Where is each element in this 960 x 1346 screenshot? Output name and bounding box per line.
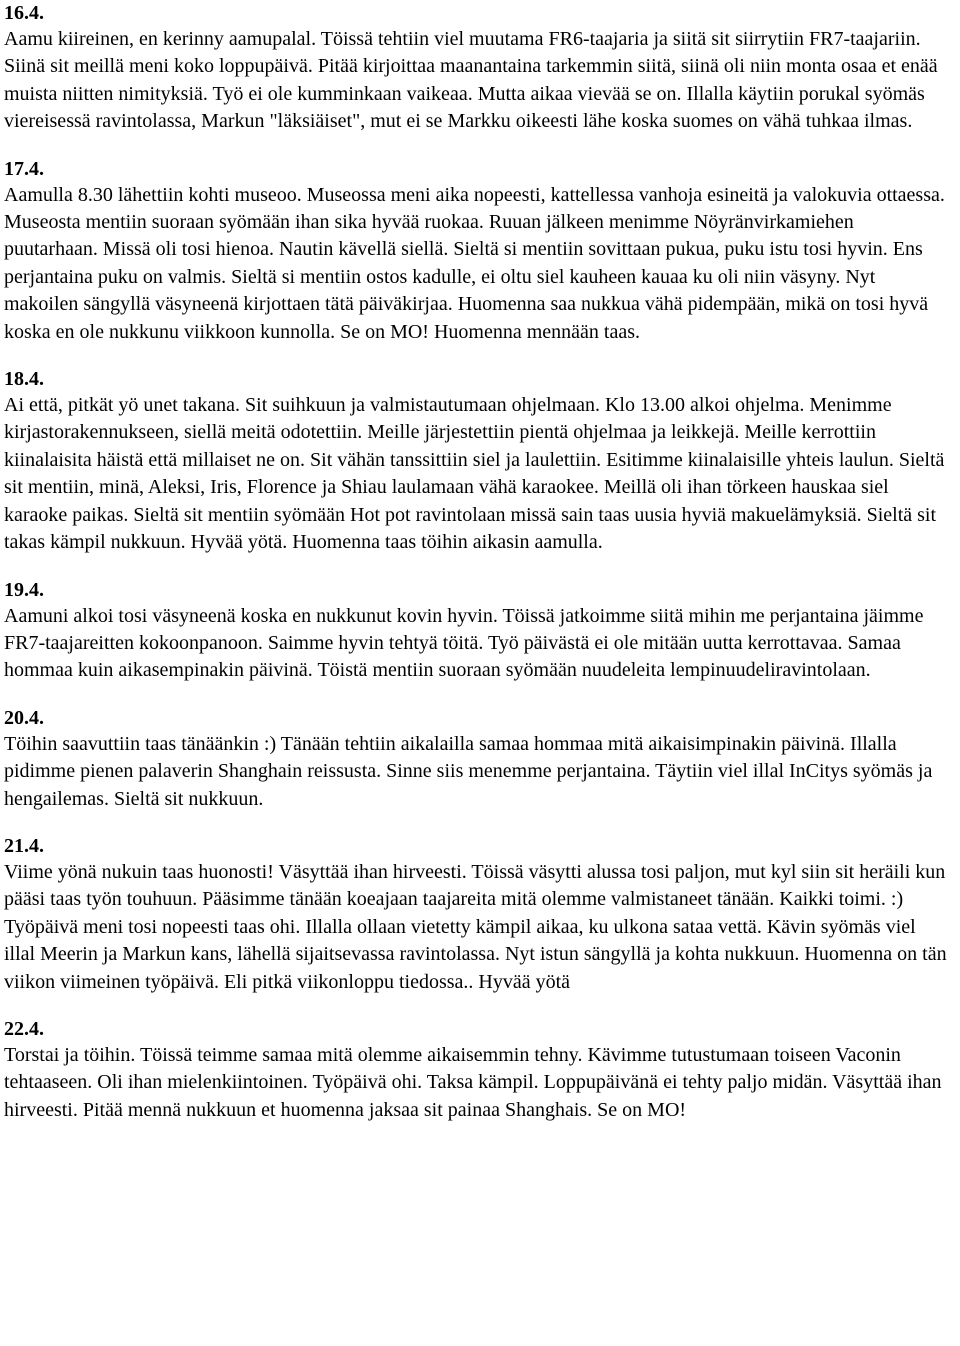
entry-text: Ai että, pitkät yö unet takana. Sit suihkuun ja valmistautumaan ohjelmaan. Klo 13.00 alkoi ohjelma. Menimme kirjastorakennukseen, siellä meitä odotettiin. Meille järjestettiin pientä ohjelmaa ja leikkejä. Meille kerrottiin kiinalaisita häistä että millaiset ne on. Sit vähän tanssittiin siel ja laulettiin. Esitimme kiinalaisille yhteis laulun. Sieltä sit mentiin, minä, Aleksi, Iris, Florence ja Shiau laulamaan vähä karaokee. Meillä oli ihan törkeen hauskaa siel karaoke paikas. Sieltä sit mentiin syömään Hot pot ravintolaan missä sain taas uusia hyviä makuelämyksiä. Sieltä sit takas kämpil nukkuun. Hyvää yötä. Huomenna taas töihin aikasin aamulla. [4,394,945,554]
entry-date: 22.4. [4,1017,44,1040]
diary-entry-19-4 [4,577,950,685]
entry-text: Torstai ja töihin. Töissä teimme samaa mitä olemme aikaisemmin tehny. Kävimme tutustumaan toiseen Vaconin tehtaaseen. Oli ihan mielenkiintoinen. Työpäivä ohi. Taksa kämpil. Loppupäivänä ei tehty paljo midän. Väsyttää ihan hirveesti. Pitää mennä nukkuun et huomenna jaksaa sit painaa Shanghais. Se on MO! [4,1043,942,1121]
entry-text: Töihin saavuttiin taas tänäänkin :) Tänään tehtiin aikalailla samaa hommaa mitä aikaisimpinakin päivinä. Illalla pidimme pienen palaverin Shanghain reissusta. Sinne siis menemme perjantaina. Täytiin viel illal InCitys syömäs ja hengailemas. Sieltä sit nukkuun. [4,732,933,810]
diary-entry-21-4 [4,833,950,996]
diary-entry-20-4 [4,705,950,813]
entry-text: Aamulla 8.30 lähettiin kohti museoo. Museossa meni aika nopeesti, kattellessa vanhoja esineitä ja valokuvia ottaessa. Museosta mentiin suoraan syömään ihan sika hyvää ruokaa. Ruuan jälkeen menimme Nöyränvirkamiehen puutarhaan. Missä oli tosi hienoa. Nautin kävellä siellä. Sieltä si mentiin sovittaan pukua, puku istu tosi hyvin. Ens perjantaina puku on valmis. Sieltä si mentiin ostos kadulle, ei oltu siel kauheen kauaa ku oli niin väsyny. Nyt makoilen sängyllä väsyneenä kirjottaen tätä päiväkirjaa. Huomenna saa nukkua vähä pidempään, mikä on tosi hyvä koska en ole nukkunu viikkoon kunnolla. Se on MO! Huomenna mennään taas. [4,183,945,343]
diary-entry-16-4 [4,0,950,136]
entry-date: 18.4. [4,368,44,391]
entry-date: 17.4. [4,157,44,180]
entry-text: Aamu kiireinen, en kerinny aamupalal. Töissä tehtiin viel muutama FR6-taajaria ja siitä sit siirrytiin FR7-taajariin. Siinä sit meillä meni koko loppupäivä. Pitää kirjoittaa maanantaina tarkemmin siitä, siinä oli niin monta osaa et enää muista niitten nimityksiä. Työ ei ole kumminkaan vaikeaa. Mutta aikaa vievää se on. Illalla käytiin porukal syömäs viereisessä ravintolassa, Markun "läksiäiset", mut ei se Markku oikeesti lähe koska suomes on vähä tuhkaa ilmas. [4,28,938,133]
entry-date: 16.4. [4,2,44,24]
entry-text: Viime yönä nukuin taas huonosti! Väsyttää ihan hirveesti. Töissä väsytti alussa tosi paljon, mut kyl siin sit heräili kun pääsi taas työn touhuun. Pääsimme tänään koeajaan taajareita mitä olemme valmistaneet tänään. Kaikki toimi. :) Työpäivä meni tosi nopeesti taas ohi. Illalla ollaan vietetty kämpil aikaa, ku ulkona sataa vettä. Kävin syömäs viel illal Meerin ja Markun kans, lähellä sijaitsevassa ravintolassa. Nyt istun sängyllä ja kohta nukkuun. Huomenna on tän viikon viimeinen työpäivä. Eli pitkä viikonloppu tiedossa.. Hyvää yötä [4,860,947,993]
entry-text: Aamuni alkoi tosi väsyneenä koska en nukkunut kovin hyvin. Töissä jatkoimme siitä mihin me perjantaina jäimme FR7-taajareitten kokoonpanoon. Saimme hyvin tehtyä töitä. Työ päivästä ei ole mitään uutta kerrottavaa. Samaa hommaa kuin aikasempinakin päivinä. Töistä mentiin suoraan syömään nuudeleita lempinuudeliravintolaan. [4,604,924,682]
diary-entry-17-4 [4,156,950,346]
entry-date: 20.4. [4,706,44,729]
diary-entry-18-4 [4,366,950,556]
entry-date: 21.4. [4,834,44,857]
entry-date: 19.4. [4,578,44,601]
diary-entry-22-4 [4,1016,950,1124]
